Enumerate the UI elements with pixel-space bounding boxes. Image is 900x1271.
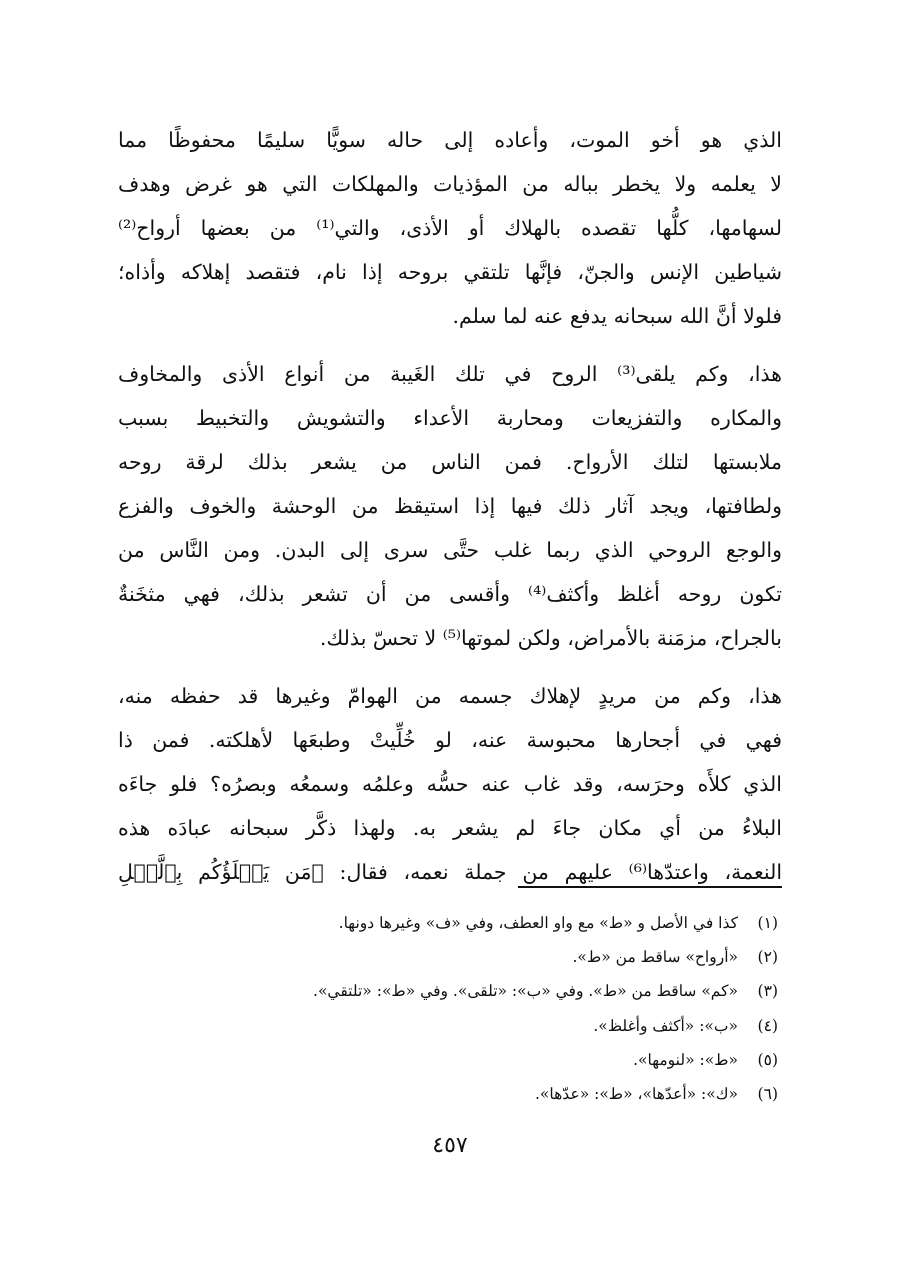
text-line: فهي في أجحارها محبوسة عنه، لو خُلِّيتْ وطبعَها لأهلكته. فمن ذا xyxy=(118,728,782,752)
footnote-text: «ب»: «أكثف وأغلظ». xyxy=(593,1016,738,1035)
text-line: تكون روحه أغلظ وأكثف⁽⁴⁾ وأقسى من أن تشعر بذلك، فهي مثخَنةٌ xyxy=(118,582,782,606)
paragraph xyxy=(118,352,782,660)
text-line: هذا، وكم من مريدٍ لإهلاك جسمه من الهوامّ وغيرها قد حفظه منه، xyxy=(118,684,782,708)
footnote xyxy=(130,1043,778,1077)
footnote-number: (١) xyxy=(757,914,778,932)
paragraph xyxy=(118,674,782,894)
footnote xyxy=(130,906,778,940)
footnote-separator xyxy=(518,886,782,888)
text-line: بالجراح، مزمَنة بالأمراض، ولكن لموتها⁽⁵⁾ لا تحسّ بذلك. xyxy=(319,626,782,650)
page-number: ٤٥٧ xyxy=(432,1133,468,1158)
footnote-text: «ط»: «لنومها». xyxy=(633,1050,738,1069)
footnote-text: «أرواح» ساقط من «ط». xyxy=(572,948,738,967)
text-line: الذي هو أخو الموت، وأعاده إلى حاله سويًّا سليمًا محفوظًا مما xyxy=(118,128,782,152)
footnote-number: (٤) xyxy=(757,1016,778,1035)
text-line: النعمة، واعتدّها⁽⁶⁾ عليهم من جملة نعمه، فقال: ﴿مَن يَكۡلَؤُكُم بِٱلَّيۡلِ xyxy=(118,860,782,884)
footnote-number: (٥) xyxy=(757,1050,778,1069)
text-line: فلولا أنَّ الله سبحانه يدفع عنه لما سلم. xyxy=(452,304,782,328)
footnote-number: (٦) xyxy=(757,1084,778,1103)
footnote-number: (٣) xyxy=(757,982,778,1001)
footnote-text: كذا في الأصل و «ط» مع واو العطف، وفي «ف» وغيرها دونها. xyxy=(338,914,738,932)
footnote xyxy=(130,1077,778,1111)
paragraph xyxy=(118,118,782,338)
text-line: البلاءُ من أي مكان جاءَ لم يشعر به. ولهذا ذكَّر سبحانه عبادَه هذه xyxy=(118,816,782,840)
text-line: لا يعلمه ولا يخطر بباله من المؤذيات والمهلكات التي هو غرض وهدف xyxy=(118,172,782,196)
footnote-text: «كم» ساقط من «ط». وفي «ب»: «تلقى». وفي «ط»: «تلتقي». xyxy=(313,982,738,1001)
text-line: الذي كلأَه وحرَسه، وقد غاب عنه حسُّه وعلمُه وسمعُه وبصرُه؟ فلو جاءَه xyxy=(118,772,782,796)
text-line: والوجع الروحي الذي ربما غلب حتَّى سرى إلى البدن. ومن النَّاس من xyxy=(118,538,782,562)
main-text xyxy=(118,118,782,894)
footnotes xyxy=(130,906,778,1111)
text-line: والمكاره والتفزيعات ومحاربة الأعداء والتشويش والتخبيط بسبب xyxy=(118,406,782,430)
text-line: هذا، وكم يلقى⁽³⁾ الروح في تلك الغَيبة من أنواع الأذى والمخاوف xyxy=(118,362,782,386)
text-line: لسهامها، كلُّها تقصده بالهلاك أو الأذى، والتي⁽¹⁾ من بعضها أرواح⁽²⁾ xyxy=(118,216,782,240)
text-line: ملابستها لتلك الأرواح. فمن الناس من يشعر بذلك لرقة روحه xyxy=(118,450,782,474)
footnote-text: «ك»: «أعدّها»، «ط»: «عدّها». xyxy=(535,1084,738,1103)
footnote-number: (٢) xyxy=(757,948,778,967)
footnote xyxy=(130,940,778,974)
footnote xyxy=(130,974,778,1008)
footnote xyxy=(130,1009,778,1043)
text-line: شياطين الإنس والجنّ، فإنَّها تلتقي بروحه إذا نام، فتقصد إهلاكه وأذاه؛ xyxy=(118,260,782,284)
text-line: ولطافتها، ويجد آثار ذلك فيها إذا استيقظ من الوحشة والخوف والفزع xyxy=(118,494,782,518)
